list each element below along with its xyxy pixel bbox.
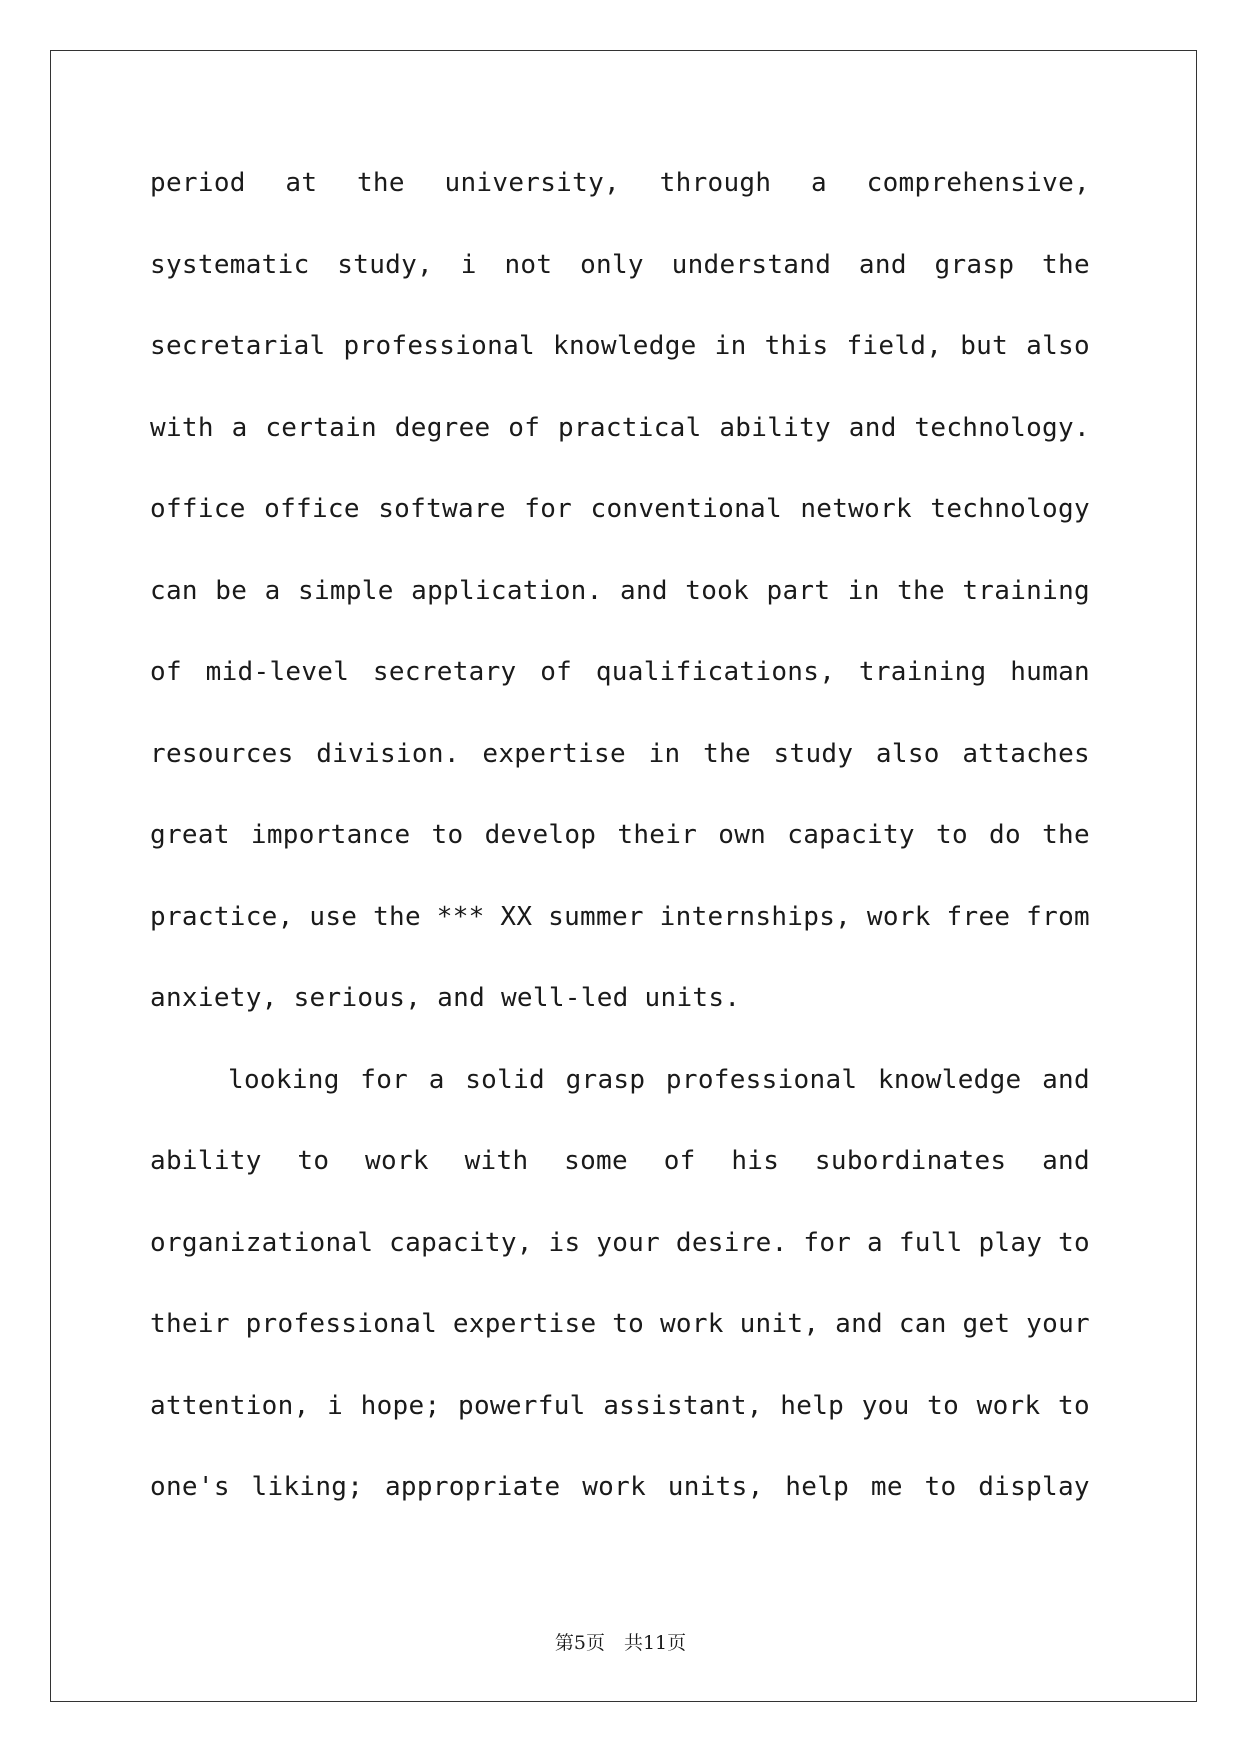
word: the [373, 901, 421, 932]
word: in [714, 331, 747, 361]
word: the [1042, 820, 1090, 850]
word: a [811, 168, 827, 198]
word: office [264, 494, 360, 524]
word: and [619, 575, 668, 606]
word: in [648, 738, 681, 769]
body-text [150, 163, 1090, 1549]
word: do [989, 820, 1021, 850]
word: knowledge [553, 331, 697, 361]
word: importance [250, 820, 411, 850]
word: assistant, [603, 1390, 763, 1421]
text-line [150, 408, 1090, 490]
word: and [1042, 1146, 1090, 1176]
word: expertise [482, 738, 626, 769]
word: to [1058, 1390, 1090, 1421]
word: took [685, 575, 750, 606]
word: of [508, 412, 541, 443]
word: display [978, 1472, 1090, 1502]
word: can [150, 575, 198, 606]
word: your [1026, 1309, 1090, 1339]
word: i [460, 249, 477, 280]
word: to [1058, 1227, 1090, 1258]
word: use [309, 901, 358, 932]
word: and [848, 412, 897, 443]
word: comprehensive, [866, 168, 1090, 198]
word: own [718, 820, 767, 850]
word: a [428, 1064, 445, 1095]
word: conventional [590, 494, 782, 524]
word: me [870, 1472, 903, 1502]
text-line [150, 1141, 1090, 1223]
word: one's [150, 1472, 230, 1502]
word: technology. [914, 412, 1090, 443]
word: not [504, 249, 553, 280]
word: unit, [739, 1309, 820, 1339]
word: be [215, 575, 248, 606]
word: play [978, 1227, 1043, 1258]
word: his [731, 1146, 780, 1176]
word: subordinates [814, 1146, 1007, 1176]
text-line [150, 1304, 1090, 1386]
word: network [800, 494, 912, 524]
word: to [936, 820, 968, 850]
word: work [866, 901, 931, 932]
text-line [150, 163, 1090, 245]
word: also [875, 738, 940, 769]
text-line: anxiety, serious, and well-led units. [150, 983, 741, 1013]
word: liking; [251, 1472, 364, 1502]
word: organizational [150, 1227, 374, 1258]
text-line [150, 571, 1090, 653]
word: for [360, 1064, 409, 1095]
word: division. [316, 738, 460, 769]
word: the [356, 168, 405, 198]
word: office [150, 494, 246, 524]
text-line [150, 1060, 1090, 1142]
word: application. [411, 575, 603, 606]
word: you [861, 1390, 910, 1421]
word: with [150, 412, 214, 443]
word: their [617, 820, 698, 850]
word: looking [228, 1064, 340, 1095]
word: part [766, 575, 831, 606]
page-number-footer: 第5页 共11页 [554, 1632, 687, 1654]
word: university, [444, 168, 620, 198]
word: of [540, 657, 573, 687]
word: help [785, 1472, 850, 1502]
word: to [431, 820, 464, 850]
word: a [264, 575, 281, 606]
word: can [898, 1309, 947, 1339]
word: a [867, 1227, 884, 1258]
word: practical [557, 412, 702, 443]
word: internships, [659, 901, 852, 932]
word: professional [343, 331, 535, 361]
word: understand [671, 249, 832, 280]
word: professional [665, 1064, 858, 1095]
word: to [297, 1146, 330, 1176]
word: ability [719, 412, 832, 443]
word: from [1026, 901, 1090, 932]
word: training [962, 575, 1090, 606]
word: through [659, 168, 772, 198]
word: work [582, 1472, 647, 1502]
word: only [580, 249, 644, 280]
word: mid-level [205, 657, 350, 687]
word: to [927, 1390, 960, 1421]
word: a [231, 412, 248, 443]
word: units, [667, 1472, 764, 1502]
word: summer [548, 901, 644, 932]
word: technology [930, 494, 1090, 524]
word: simple [297, 575, 394, 606]
word: qualifications, [595, 657, 836, 687]
word: to [612, 1309, 645, 1339]
word: full [898, 1227, 963, 1258]
word: capacity, [389, 1227, 533, 1258]
word: free [946, 901, 1011, 932]
text-line [150, 815, 1090, 897]
word: attention, [150, 1390, 310, 1421]
text-line [150, 734, 1090, 816]
word: human [1010, 657, 1090, 687]
word: XX [500, 901, 533, 932]
word: work [365, 1146, 429, 1176]
word: work [976, 1390, 1041, 1421]
word: field, [846, 331, 943, 361]
word: some [564, 1146, 628, 1176]
word: is [548, 1227, 581, 1258]
text-line [150, 1386, 1090, 1468]
text-line [150, 1223, 1090, 1305]
word: also [1026, 331, 1090, 361]
word: for [803, 1227, 852, 1258]
word: and [835, 1309, 884, 1339]
word: hope; [360, 1390, 441, 1421]
word: of [150, 657, 182, 687]
word: in [847, 575, 880, 606]
word: study [773, 738, 854, 769]
word: with [464, 1146, 529, 1176]
word: systematic [150, 249, 310, 280]
text-line [150, 652, 1090, 734]
word: get [962, 1309, 1011, 1339]
word: degree [394, 412, 491, 443]
word: and [858, 249, 907, 280]
word: help [780, 1390, 845, 1421]
word: appropriate [384, 1472, 561, 1502]
word: grasp [934, 249, 1015, 280]
word: period [150, 168, 246, 198]
word: ability [150, 1146, 262, 1176]
word: to [924, 1472, 957, 1502]
word: expertise [452, 1309, 597, 1339]
word: training [858, 657, 987, 687]
word: the [703, 738, 751, 769]
word: secretary [372, 657, 517, 687]
word: their [150, 1309, 230, 1339]
word: study, [337, 249, 434, 280]
word: of [663, 1146, 696, 1176]
word: and [1042, 1064, 1090, 1095]
word: solid [465, 1064, 545, 1095]
word: your [596, 1227, 661, 1258]
word: this [764, 331, 829, 361]
text-line [150, 245, 1090, 327]
word: powerful [457, 1390, 586, 1421]
word: desire. [675, 1227, 788, 1258]
text-line [150, 1467, 1090, 1549]
word: resources [150, 738, 294, 769]
word: attaches [962, 738, 1090, 769]
word: the [1042, 249, 1090, 280]
word: software [378, 494, 506, 524]
word: grasp [565, 1064, 646, 1095]
word: for [524, 494, 573, 524]
text-line [150, 897, 1090, 979]
word: work [659, 1309, 724, 1339]
word: develop [484, 820, 597, 850]
text-line [150, 326, 1090, 408]
text-line [150, 489, 1090, 571]
word: at [285, 168, 318, 198]
word: great [150, 820, 230, 850]
word: professional [245, 1309, 438, 1339]
word: i [327, 1390, 344, 1421]
word: knowledge [877, 1064, 1022, 1095]
word: the [897, 575, 945, 606]
word: certain [265, 412, 378, 443]
word: practice, [150, 901, 294, 932]
word: capacity [787, 820, 915, 850]
word: *** [436, 901, 485, 932]
word: secretarial [150, 331, 326, 361]
word: but [960, 331, 1009, 361]
